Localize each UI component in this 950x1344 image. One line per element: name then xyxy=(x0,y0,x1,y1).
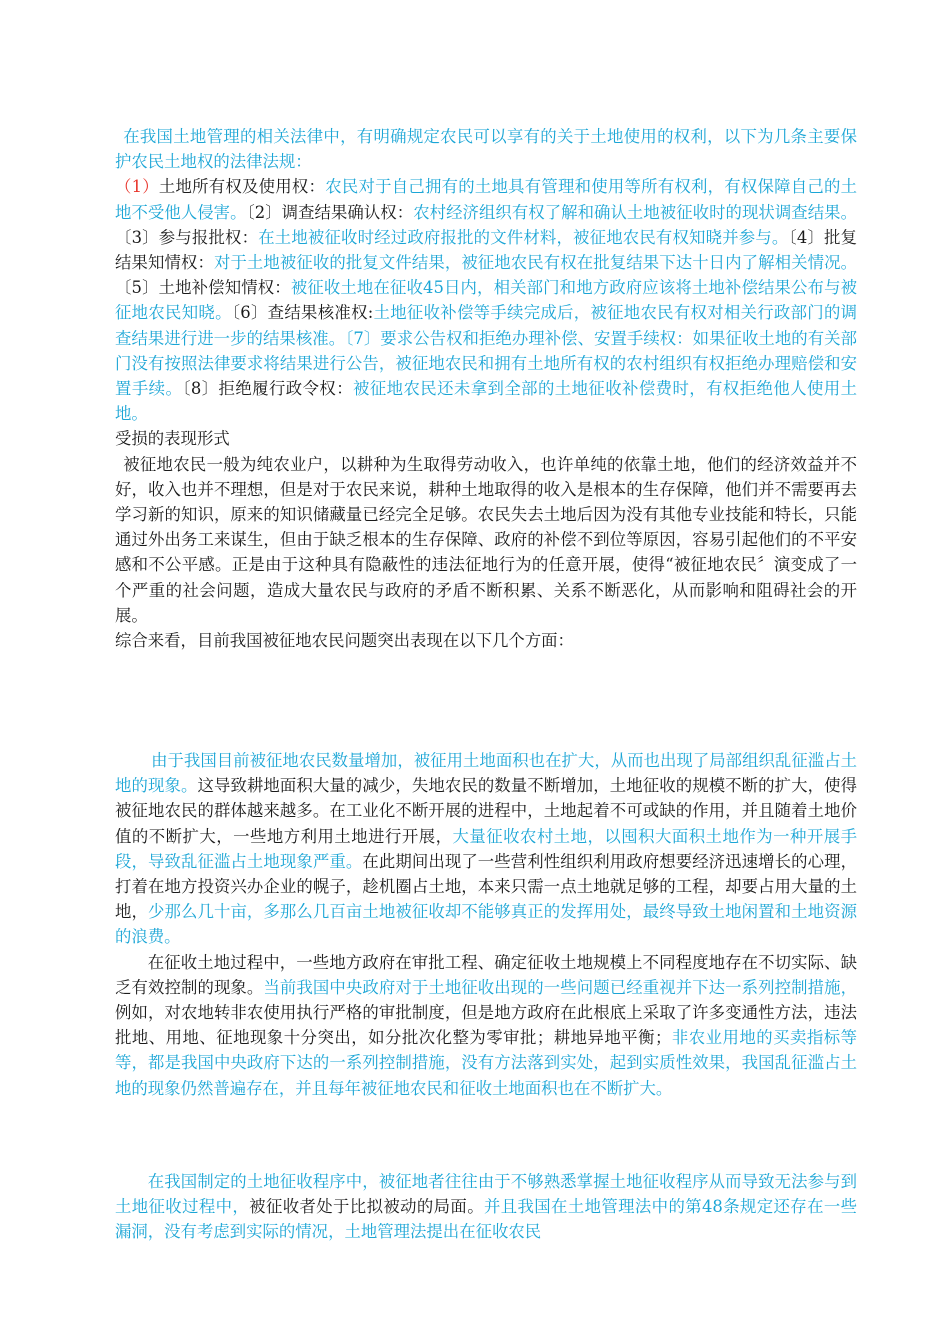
right-2-desc: 农村经济组织有权了解和确认土地被征收时的现状调查结果。 xyxy=(413,202,857,222)
issue-2-highlight-d: 非农业用地的买卖指标等等，都是我国中央政府下达的一系列控制措施，没有方法落到实处，起到实质性效果，我国乱征滥占土地的现象仍然普遍存在，并且每年被征地农民和征收土地面积也在不断扩大。 xyxy=(115,1028,858,1098)
issue-1-text-d: 在此期间出现了一些营利性组织利用政府想要经济迅速增长的心理，打着在地方投资兴办企业的幌子，趁机圈占土地，本来只需一点土地就足够的工程，却要占用大量的土地， xyxy=(115,851,858,922)
issues-section xyxy=(115,748,857,1101)
section-heading: 受损的表现形式 xyxy=(115,429,230,449)
issue-1-highlight-c: 大量征收农村土地，以囤积大面积土地作为一种开展手段，导致乱征滥占土地现象严重。 xyxy=(115,826,858,871)
issue-1-highlight-e: 少那么几十亩，多那么几百亩土地被征收却不能够真正的发挥用处，最终导致土地闲置和土地资源的浪费。 xyxy=(115,902,857,947)
right-4-desc: 对于土地被征收的批复文件结果，被征地农民有权在批复结果下达十日内了解相关情况。 xyxy=(213,253,858,273)
right-6-desc: 土地征收补偿等手续完成后，被征地农民有权对相关行政部门的调查结果进行进一步的结果核准。 xyxy=(115,303,858,348)
rights-paragraph xyxy=(115,174,857,426)
summary-line: 综合来看，目前我国被征地农民问题突出表现在以下几个方面： xyxy=(115,631,574,651)
right-5-desc: 被征收土地在征收45日内，相关部门和地方政府应该将土地补偿结果公布与被征地农民知晓。 xyxy=(115,278,857,323)
right-1-name: 土地所有权及使用权： xyxy=(158,177,326,197)
intro-paragraph: 在我国土地管理的相关法律中，有明确规定农民可以享有的关于土地使用的权利，以下为几条主要保护农民土地权的法律法规： xyxy=(115,127,857,172)
procedure-section xyxy=(115,1169,857,1245)
issue-2-text-c: 例如，对农地转非农使用执行严格的审批制度，但是地方政府在此根底上采取了许多变通性方法，违法批地、用地、征地现象十分突出，如分批次化整为零审批；耕地异地平衡； xyxy=(115,1003,857,1048)
right-7-desc: 〔7〕要求公告权和拒绝办理补偿、安置手续权：如果征收土地的有关部门没有按照法律要求将结果进行公告，被征地农民和拥有土地所有权的农村组织有权拒绝办理赔偿和安置手续。 xyxy=(115,328,857,399)
right-2-name: 〔2〕调查结果确认权： xyxy=(246,202,414,222)
issue-2-highlight-b: 当前我国中央政府对于土地征收出现的一些问题已经重视并下达一系列控制措施， xyxy=(263,977,857,997)
right-3-desc: 在土地被征收时经过政府报批的文件材料，被征地农民有权知晓并参与。 xyxy=(258,227,789,247)
right-3-name: 〔3〕参与报批权： xyxy=(115,227,259,247)
procedure-highlight-c: 并且我国在土地管理法中的第48条规定还存在一些漏洞，没有考虑到实际的情况，土地管理法提出在征收农民 xyxy=(115,1197,858,1242)
issue-1-text-b: 这导致耕地面积大量的减少，失地农民的数量不断增加，土地征收的规模不断的扩大，使得被征地农民的群体越来越多。在工业化不断开展的进程中，土地起着不可或缺的作用，并且随着土地价值的不断扩大，一些地方利用土地进行开展， xyxy=(115,776,858,846)
rights-section xyxy=(115,124,857,653)
right-1-number: （1） xyxy=(115,177,159,197)
right-1-desc: 农民对于自己拥有的土地具有管理和使用等所有权利，有权保障自己的土地不受他人侵害。 xyxy=(115,177,857,222)
issue-paragraph-1 xyxy=(115,748,857,950)
procedure-highlight-a: 在我国制定的土地征收程序中，被征地者往往由于不够熟悉掌握土地征收程序从而导致无法参与到土地征收过程中， xyxy=(115,1172,857,1217)
issue-1-highlight-a: 由于我国目前被征地农民数量增加，被征用土地面积也在扩大，从而也出现了局部组织乱征滥占土地的现象。 xyxy=(115,751,857,796)
right-8-desc: 被征地农民还未拿到全部的土地征收补偿费时，有权拒绝他人使用土地。 xyxy=(115,379,858,424)
impact-paragraph: 被征地农民一般为纯农业户，以耕种为生取得劳动收入，也许单纯的依靠土地，他们的经济效益并不好，收入也并不理想，但是对于农民来说，耕种土地取得的收入是根本的生存保障，他们并不需要再去学习新的知识，原来的知识储藏量已经完全足够。农民失去土地后因为没有其他专业技能和特长，只能通过外出务工来谋生，但由于缺乏根本的生存保障、政府的补偿不到位等原因，容易引起他们的不平安感和不公平感。正是由于这种具有隐蔽性的违法征地行为的任意开展，使得“被征地农民〞演变成了一个严重的社会问题，造成大量农民与政府的矛盾不断积累、关系不断恶化，从而影响和阻碍社会的开展。 xyxy=(115,454,857,625)
right-8-name: 〔8〕拒绝履行政令权： xyxy=(182,379,354,399)
right-6-name: 〔6〕查结果核准权: xyxy=(231,303,374,323)
issue-paragraph-2 xyxy=(115,950,857,1101)
procedure-paragraph xyxy=(115,1169,857,1245)
issue-2-text-a: 在征收土地过程中，一些地方政府在审批工程、确定征收土地规模上不同程度地存在不切实际、缺乏有效控制的现象。 xyxy=(115,952,857,997)
right-5-name: 〔5〕土地补偿知情权： xyxy=(115,278,291,298)
right-4-name: 〔4〕批复结果知情权： xyxy=(115,227,857,273)
procedure-text-b: 被征收者处于比拟被动的局面。 xyxy=(249,1197,484,1217)
